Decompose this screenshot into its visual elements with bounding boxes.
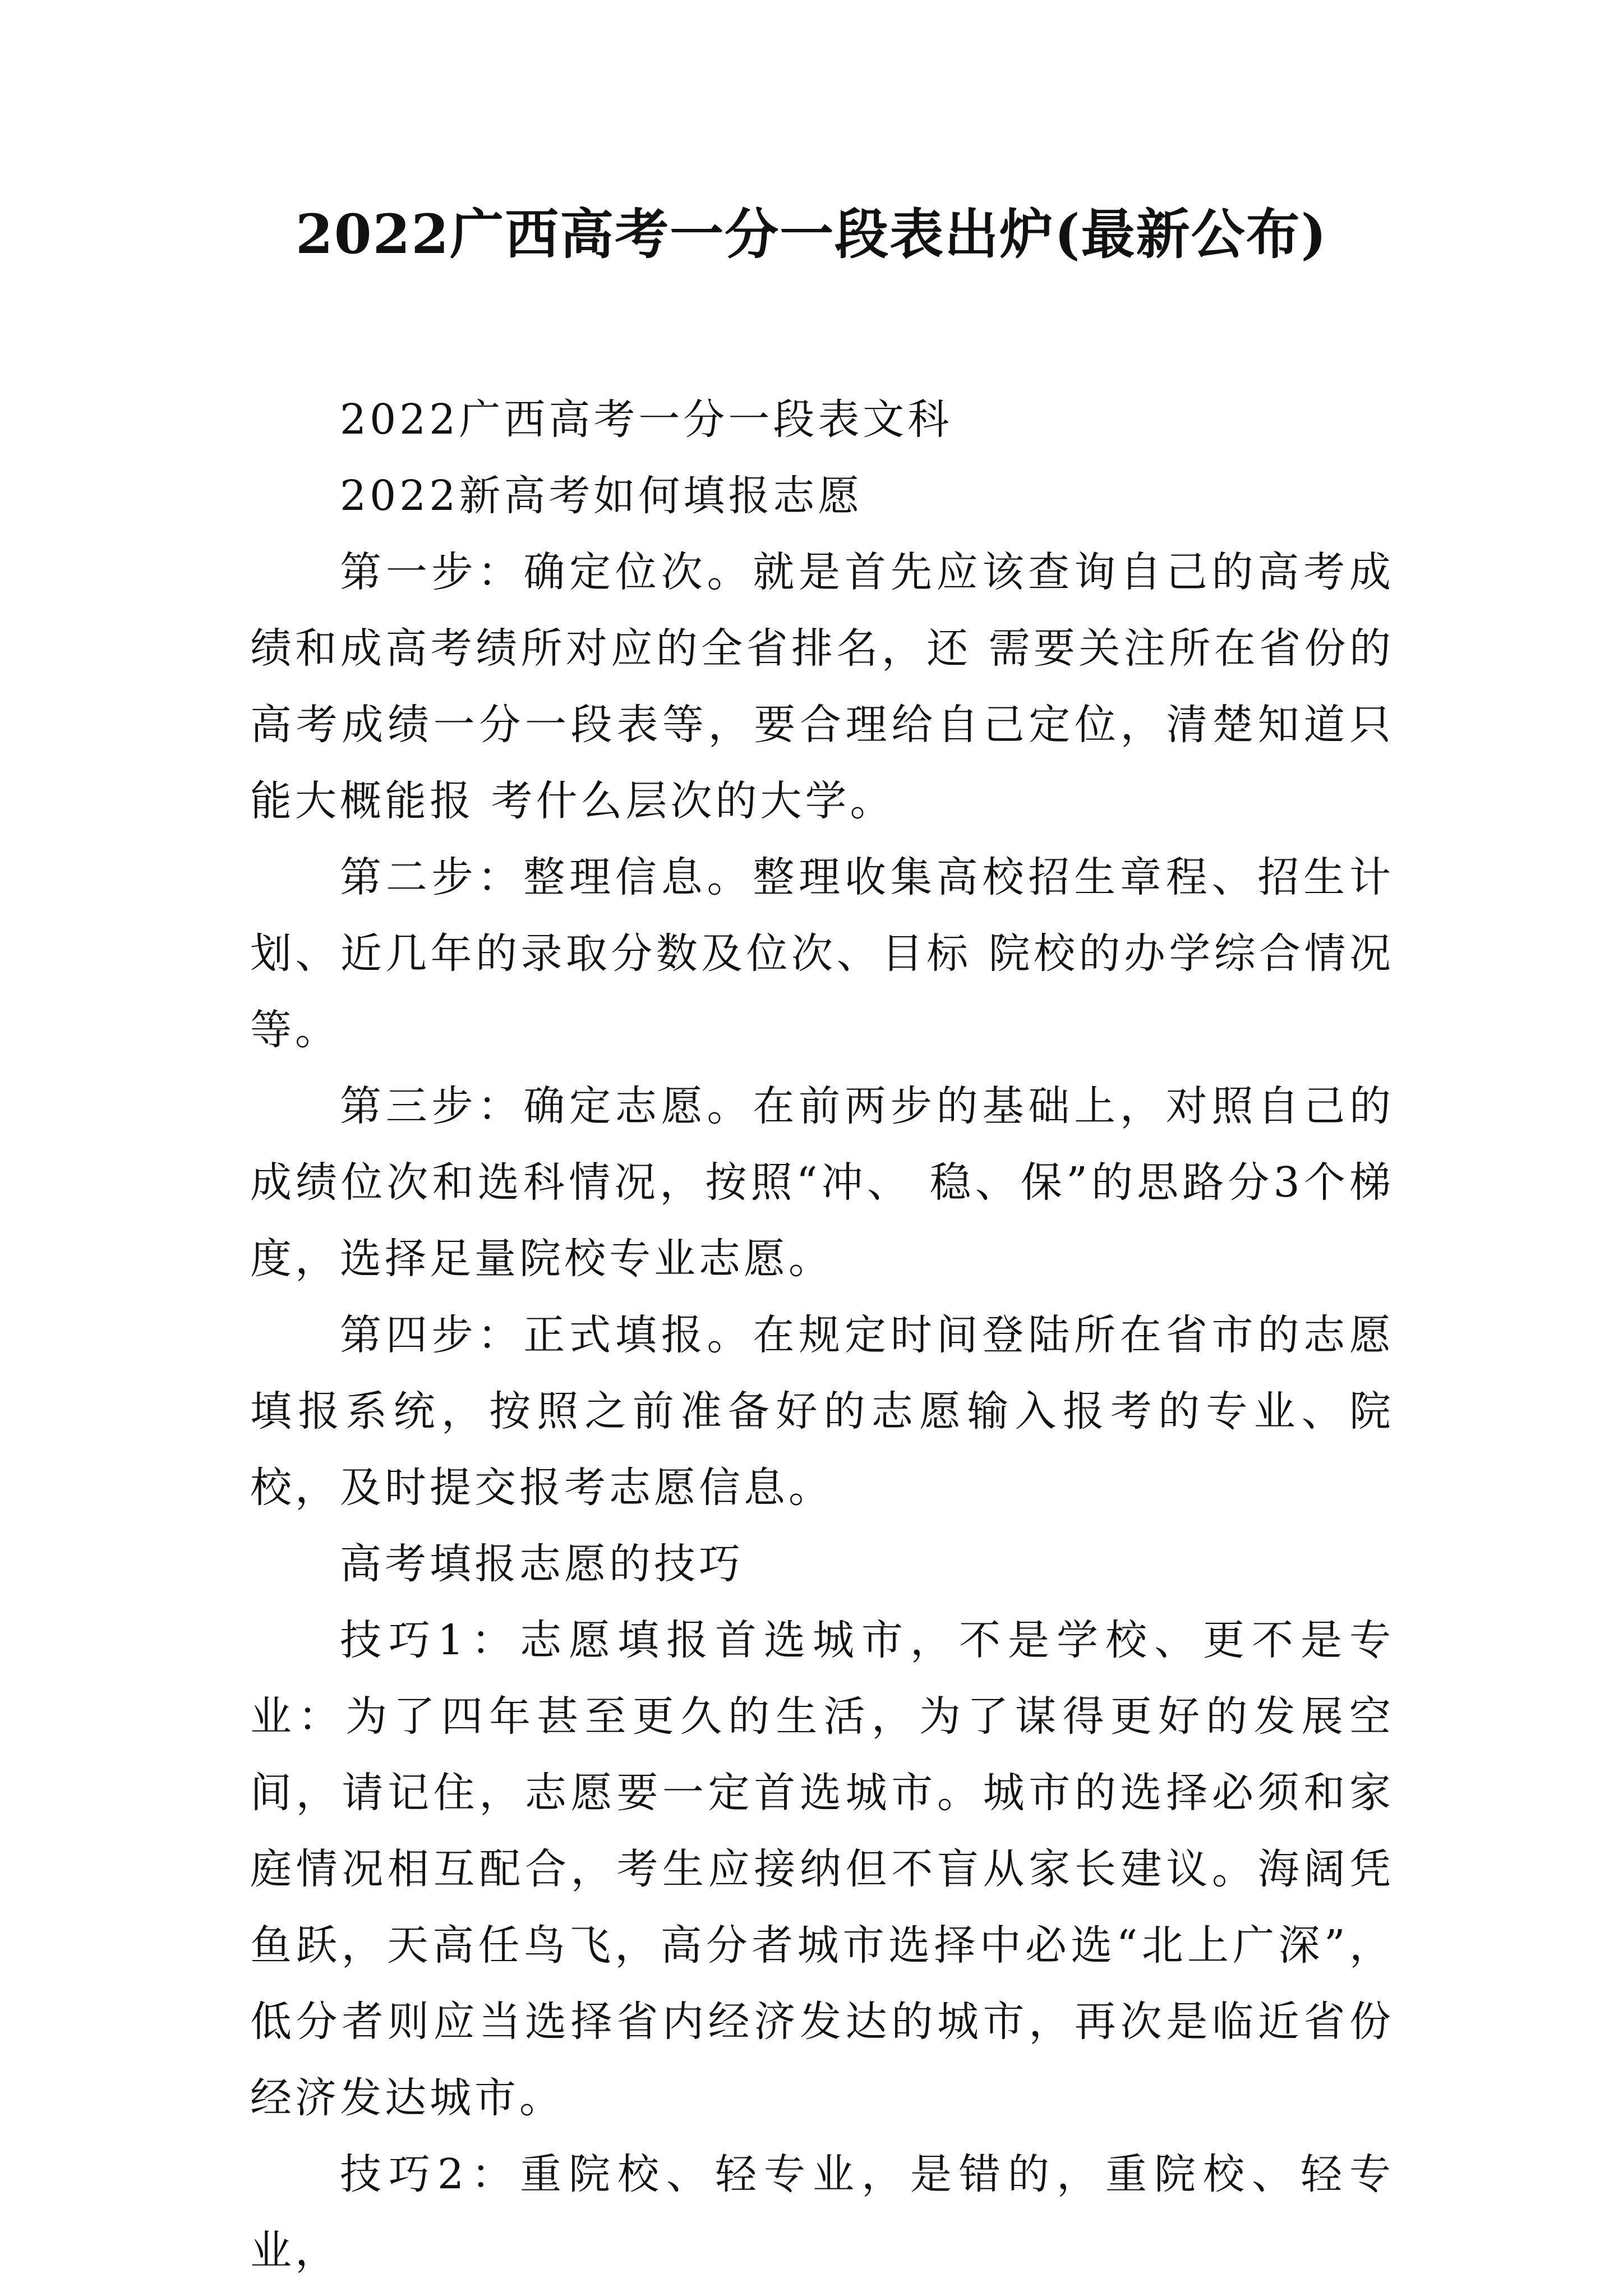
- paragraph-step-four: 第四步：正式填报。在规定时间登陆所在省市的志愿填报系统，按照之前准备好的志愿输入报考的专业、院校，及时提交报考志愿信息。: [250, 1311, 1394, 1512]
- paragraph-tip-one: 技巧1：志愿填报首选城市，不是学校、更不是专业：为了四年甚至更久的生活，为了谋得更好的发展空间，请记住，志愿要一定首选城市。城市的选择必须和家庭情况相互配合，考生应接纳但不盲从家长建议。海阔凭鱼跃，天高任鸟飞，高分者城市选择中必选“北上广深”，低分者则应当选择省内经济发达的城市，再次是临近省份经济发达城市。: [250, 1616, 1394, 2122]
- paragraph-step-one: 第一步：确定位次。就是首先应该查询自己的高考成绩和成高考绩所对应的全省排名，还 需要关注所在省份的高考成绩一分一段表等，要合理给自己定位，清楚知道只能大概能报 考什么层次的大学。: [250, 548, 1394, 825]
- document-title: 2022广西高考一分一段表出炉(最新公布): [295, 203, 1328, 266]
- paragraph-tip-two: 技巧2：重院校、轻专业，是错的，重院校、轻专业，: [250, 2150, 1394, 2275]
- paragraph-step-two: 第二步：整理信息。整理收集高校招生章程、招生计划、近几年的录取分数及位次、目标 院校的办学综合情况等。: [250, 853, 1394, 1054]
- paragraph-subtitle-arts-table: 2022广西高考一分一段表文科: [340, 395, 953, 444]
- paragraph-heading-tips: 高考填报志愿的技巧: [340, 1540, 744, 1588]
- document-body: [250, 381, 1394, 2289]
- paragraph-heading-how-to-apply: 2022新高考如何填报志愿: [340, 472, 863, 520]
- paragraph-step-three: 第三步：确定志愿。在前两步的基础上，对照自己的成绩位次和选科情况，按照“冲、 稳、保”的思路分3个梯度，选择足量院校专业志愿。: [250, 1082, 1394, 1283]
